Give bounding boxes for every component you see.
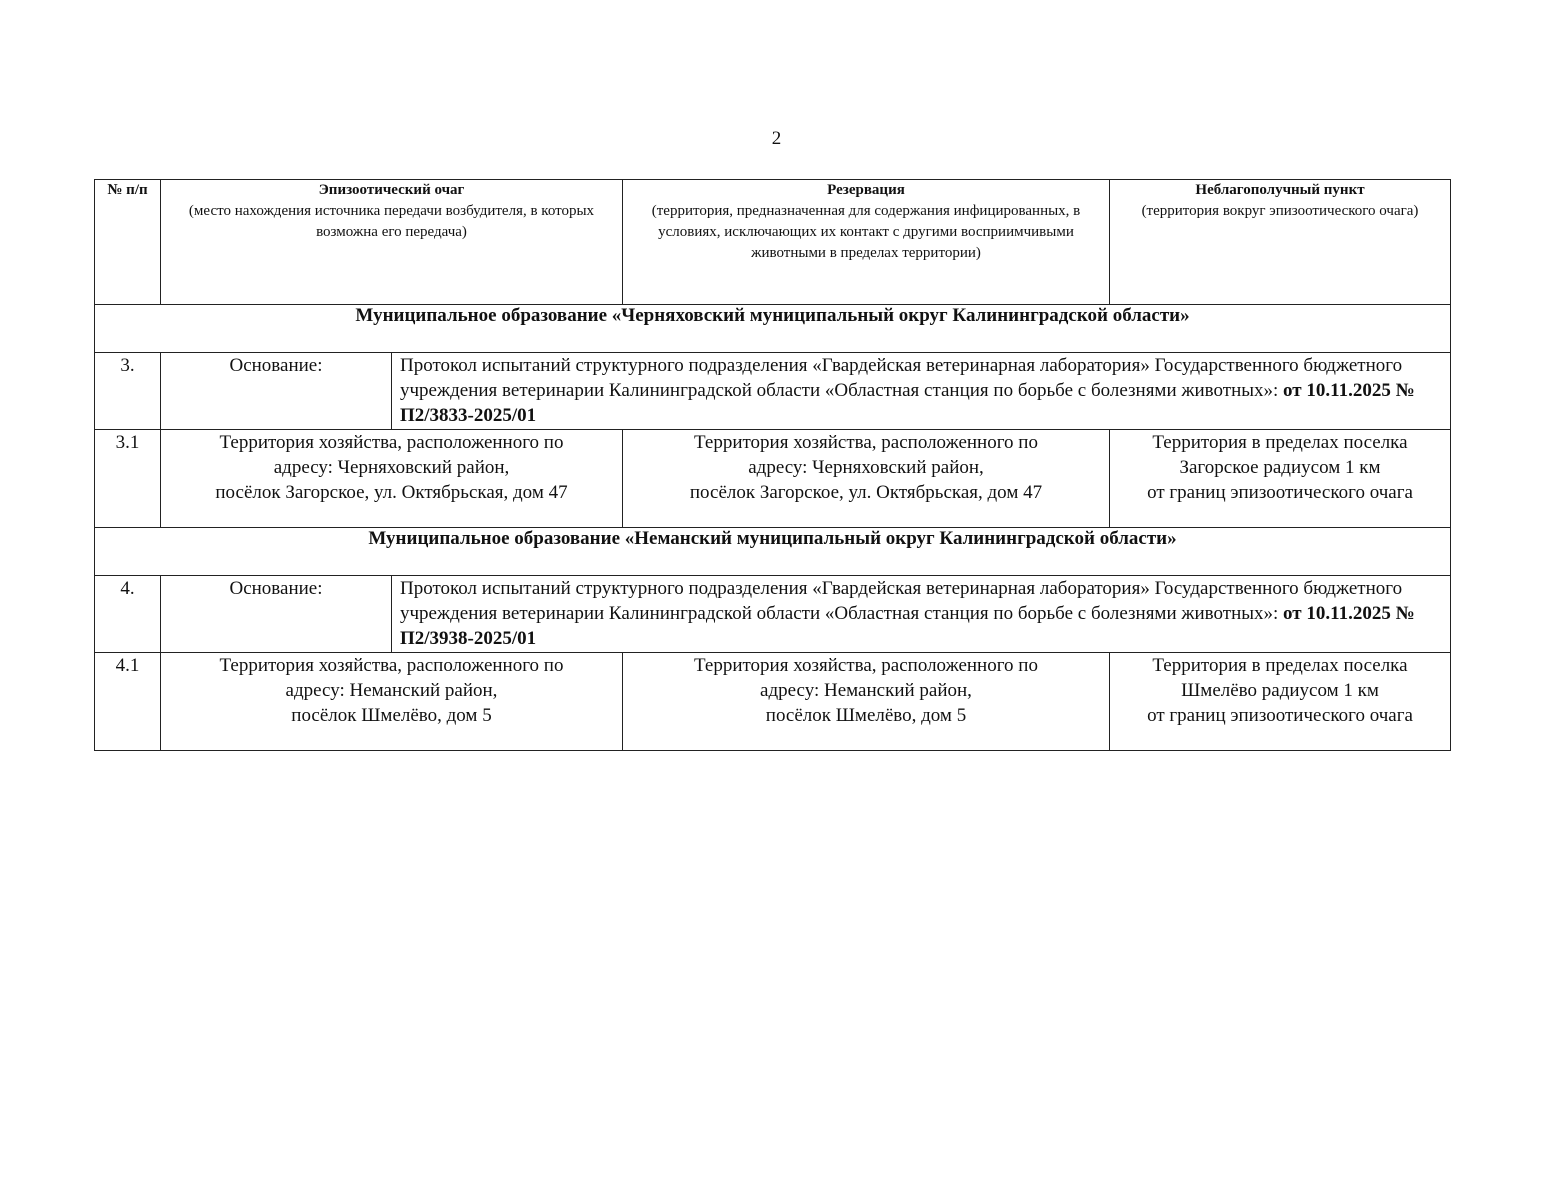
focus-line: адресу: Неманский район, <box>285 680 498 701</box>
protocol-reference: от 10.11.2025 № П2/3938-2025/01 <box>400 603 1415 649</box>
reservation-cell <box>623 653 1110 751</box>
header-unfavorable-subtitle: (территория вокруг эпизоотического очага) <box>1141 203 1419 219</box>
item-number: 4.1 <box>95 653 161 751</box>
municipality-row <box>95 305 1451 353</box>
reservation-line: Территория хозяйства, расположенного по <box>694 655 1038 676</box>
basis-label: Основание: <box>161 576 392 653</box>
area-line: Загорское радиусом 1 км <box>1179 457 1381 478</box>
header-unfavorable-title: Неблагополучный пункт <box>1195 182 1365 198</box>
unfavorable-area-cell <box>1110 430 1451 528</box>
focus-cell <box>161 653 623 751</box>
table-header-row <box>95 180 1451 305</box>
reservation-line: адресу: Черняховский район, <box>748 457 984 478</box>
basis-text: Протокол испытаний структурного подразделения «Гвардейская ветеринарная лаборатория» Государственного бюджетного учреждения ветеринарии Калининградской области «Областная станция по борьбе с болезнями животных»: <box>400 355 1403 401</box>
header-focus-subtitle: (место нахождения источника передачи возбудителя, в которых возможна его передача) <box>188 203 595 240</box>
area-line: Территория в пределах поселка <box>1152 655 1408 676</box>
basis-row <box>95 353 1451 430</box>
epizootic-table <box>94 179 1451 751</box>
focus-cell <box>161 430 623 528</box>
focus-line: Территория хозяйства, расположенного по <box>219 432 564 453</box>
header-unfavorable-point <box>1110 180 1451 305</box>
basis-text-cell <box>392 353 1451 430</box>
protocol-reference: от 10.11.2025 № П2/3833-2025/01 <box>400 380 1415 426</box>
basis-text: Протокол испытаний структурного подразделения «Гвардейская ветеринарная лаборатория» Государственного бюджетного учреждения ветеринарии Калининградской области «Областная станция по борьбе с болезнями животных»: <box>400 578 1403 624</box>
header-number <box>95 180 161 305</box>
header-reservation <box>623 180 1110 305</box>
header-number-label: № п/п <box>107 182 148 198</box>
focus-line: посёлок Шмелёво, дом 5 <box>291 705 492 726</box>
area-line: от границ эпизоотического очага <box>1147 705 1413 726</box>
reservation-line: Территория хозяйства, расположенного по <box>694 432 1038 453</box>
municipality-row <box>95 528 1451 576</box>
page-number: 2 <box>771 128 782 149</box>
header-focus-title: Эпизоотический очаг <box>318 182 465 198</box>
item-number: 3.1 <box>95 430 161 528</box>
reservation-line: посёлок Шмелёво, дом 5 <box>765 705 967 726</box>
reservation-line: адресу: Неманский район, <box>760 680 972 701</box>
area-line: Шмелёво радиусом 1 км <box>1181 680 1379 701</box>
header-reservation-subtitle: (территория, предназначенная для содержания инфицированных, в условиях, исключающих их контакт с другими восприимчивыми животными в пределах территории) <box>651 203 1081 261</box>
area-line: Территория в пределах поселка <box>1152 432 1408 453</box>
municipality-title: Муниципальное образование «Неманский муниципальный округ Калининградской области» <box>95 528 1451 576</box>
area-line: от границ эпизоотического очага <box>1147 482 1413 503</box>
item-row <box>95 653 1451 751</box>
row-number: 4. <box>95 576 161 653</box>
focus-line: адресу: Черняховский район, <box>273 457 510 478</box>
municipality-title: Муниципальное образование «Черняховский муниципальный округ Калининградской области» <box>95 305 1451 353</box>
header-focus <box>161 180 623 305</box>
reservation-cell <box>623 430 1110 528</box>
focus-line: Территория хозяйства, расположенного по <box>219 655 564 676</box>
basis-row <box>95 576 1451 653</box>
reservation-line: посёлок Загорское, ул. Октябрьская, дом 47 <box>689 482 1043 503</box>
header-reservation-title: Резервация <box>827 182 905 198</box>
basis-text-cell <box>392 576 1451 653</box>
item-row <box>95 430 1451 528</box>
unfavorable-area-cell <box>1110 653 1451 751</box>
basis-label: Основание: <box>161 353 392 430</box>
row-number: 3. <box>95 353 161 430</box>
focus-line: посёлок Загорское, ул. Октябрьская, дом 47 <box>215 482 568 503</box>
